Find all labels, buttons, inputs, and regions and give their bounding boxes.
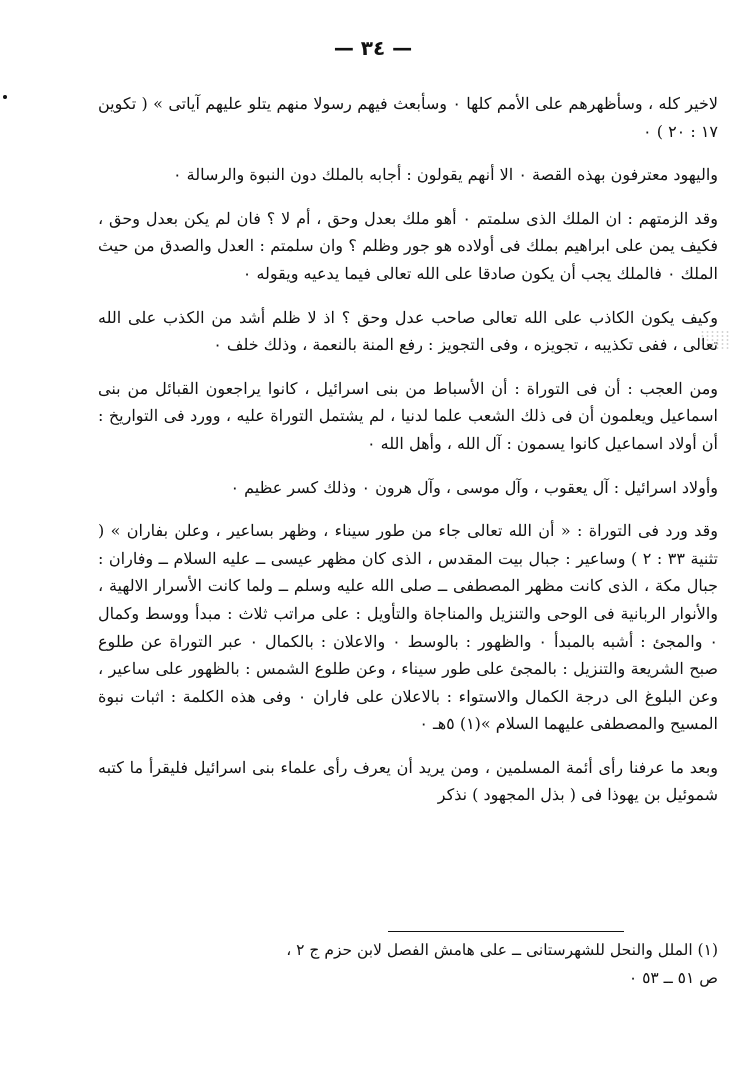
paragraph-4: وكيف يكون الكاذب على الله تعالى صاحب عدل وحق ؟ اذ لا ظلم أشد من الكذب على الله تعالى ، ففى تكذيبه ، تجويزه ، وفى التجويز : رفع المنة بالنعمة ، وذلك خلف ٠ (98, 307, 718, 355)
paragraph-1: لاخير كله ، وسأظهرهم على الأمم كلها ٠ وسأبعث فيهم رسولا منهم يتلو عليهم آياتى » ( تكوين ١٧ : ٢٠ ) ٠ (98, 94, 719, 141)
paragraph-5: ومن العجب : أن فى التوراة : أن الأسباط من بنى اسرائيل ، كانوا يراجعون القبائل من بنى اسماعيل ويعلمون أن فى ذلك الشعب علما لدنيا ، لم يشتمل التوراة عليه ، وورد فى التواريخ : أن أولاد اسماعيل كانوا يسمون : آل الله ، وأهل الله ٠ (98, 378, 718, 453)
margin-dot (3, 95, 7, 99)
paragraph-2: واليهود معترفون بهذه القصة ٠ الا أنهم يقولون : أجابه بالملك دون النبوة والرسالة ٠ (172, 165, 718, 185)
footnote-line-2: ص ٥١ ــ ٥٣ ٠ (628, 969, 718, 987)
paragraph-7: وقد ورد فى التوراة : « أن الله تعالى جاء من طور سيناء ، وظهر بساعير ، وعلن بفاران » ( تثنية ٣٣ : ٢ ) وساعير : جبال بيت المقدس ، الذى كان مظهر عيسى ــ عليه السلام ــ وفاران : جبال مكة ، الذى كانت مظهر المصطفى ــ صلى الله عليه وسلم ــ ولما كانت الأسرار الالهية ، والأنوار الربانية فى الوحى والتنزيل والمناجاة والتأويل : على مراتب ثلاث : مبدأ ووسط وكمال ٠ والمجئ : أشبه بالمبدأ ٠ والظهور : بالوسط ٠ والاعلان : بالكمال ٠ عبر التوراة عن طلوع صبح الشريعة والتنزيل : بالمجئ على طور سيناء ، وعن طلوع الشمس : بالظهور على ساعير ، وعن البلوغ الى درجة الكمال والاستواء : بالاعلان على فاران ٠ وفى هذه الكلمة : اثبات نبوة المسيح والمصطفى عليهما السلام »(١) ٥هـ ٠ (98, 521, 719, 734)
paragraph-6: وأولاد اسرائيل : آل يعقوب ، وآل موسى ، وآل هرون ٠ وذلك كسر عظيم ٠ (230, 477, 718, 497)
footnote (98, 936, 718, 992)
paragraph-3: وقد الزمتهم : ان الملك الذى سلمتم ٠ أهو ملك بعدل وحق ، أم لا ؟ فان لم يكن بعدل وحق ، فكيف يمن على ابراهيم بملك فى أولاده هو جور وظلم ؟ وان سلمتم : العدل والصدق من حيث الملك ٠ فالملك يجب أن يكون صادقا على الله تعالى فيما يدعيه ويقوله ٠ (98, 208, 718, 283)
footnote-divider (388, 931, 624, 932)
paragraph-8: وبعد ما عرفنا رأى أئمة المسلمين ، ومن يريد أن يعرف رأى علماء بنى اسرائيل فليقرأ ما كتبه شموئيل بن يهوذا فى ( بذل المجهود ) نذكر (98, 757, 718, 805)
footnote-line-1: (١) الملل والنحل للشهرستانى ــ على هامش الفصل لابن حزم ج ٢ ، (286, 941, 718, 959)
body-text (98, 90, 718, 809)
page-number: — ٣٤ — (333, 36, 413, 60)
